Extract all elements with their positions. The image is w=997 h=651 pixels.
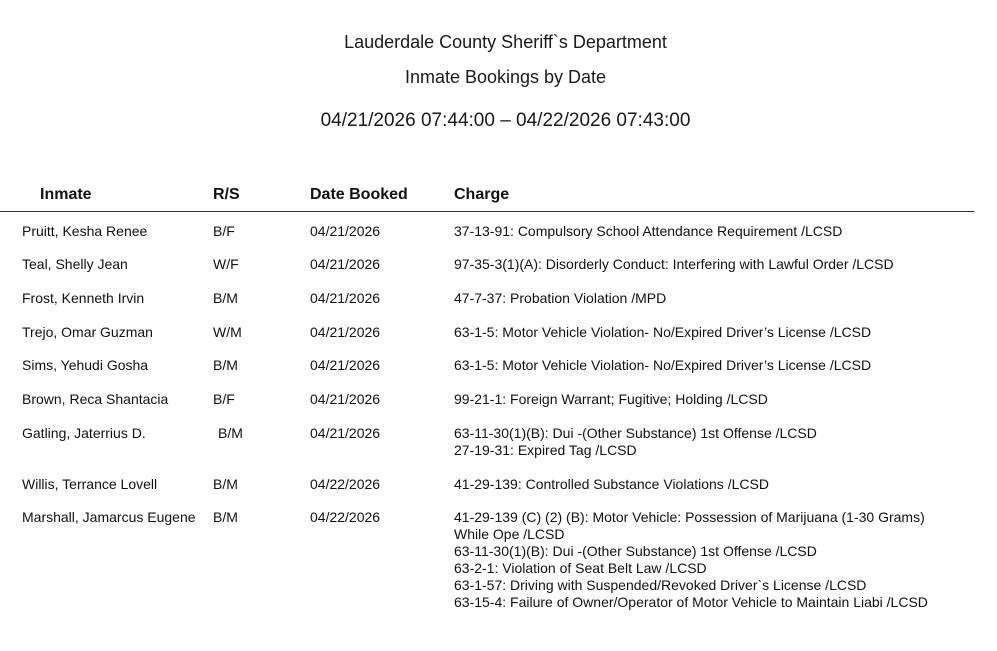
charge-list bbox=[454, 476, 769, 493]
charge-line: 63-1-57: Driving with Suspended/Revoked Driver`s License /LCSD bbox=[454, 577, 867, 593]
agency-title: Lauderdale County Sheriff`s Department bbox=[344, 32, 667, 52]
race-sex: B/M bbox=[213, 476, 238, 492]
race-sex: W/F bbox=[213, 256, 239, 272]
date-range: 04/21/2026 07:44:00 – 04/22/2026 07:43:00 bbox=[320, 110, 691, 131]
race-sex: B/M bbox=[218, 425, 243, 441]
charge-list bbox=[454, 290, 666, 307]
charge-list bbox=[454, 223, 842, 240]
inmate-name: Sims, Yehudi Gosha bbox=[22, 357, 149, 373]
race-sex: B/M bbox=[213, 357, 238, 373]
charge-list bbox=[454, 425, 817, 459]
charge-list bbox=[454, 357, 871, 374]
charge-list bbox=[454, 324, 871, 341]
race-sex: W/M bbox=[213, 324, 242, 340]
date-booked: 04/22/2026 bbox=[310, 476, 381, 492]
column-header-charge: Charge bbox=[454, 186, 510, 203]
inmate-name: Pruitt, Kesha Renee bbox=[22, 223, 148, 239]
charge-line: 63-1-5: Motor Vehicle Violation- No/Expired Driver’s License /LCSD bbox=[454, 357, 872, 373]
date-booked: 04/21/2026 bbox=[310, 391, 381, 407]
charge-list bbox=[454, 509, 928, 611]
charge-line: 97-35-3(1)(A): Disorderly Conduct: Interfering with Lawful Order /LCSD bbox=[454, 256, 894, 272]
race-sex: B/M bbox=[213, 509, 238, 525]
charge-line: 99-21-1: Foreign Warrant; Fugitive; Holding /LCSD bbox=[454, 391, 768, 407]
inmate-name: Willis, Terrance Lovell bbox=[22, 476, 158, 492]
charge-line: 63-11-30(1)(B): Dui -(Other Substance) 1st Offense /LCSD bbox=[454, 543, 817, 559]
inmate-name: Teal, Shelly Jean bbox=[22, 256, 128, 272]
inmate-name: Brown, Reca Shantacia bbox=[22, 391, 169, 407]
report-title: Inmate Bookings by Date bbox=[404, 67, 607, 87]
charge-line: 63-11-30(1)(B): Dui -(Other Substance) 1st Offense /LCSD bbox=[454, 425, 817, 441]
charge-line: 37-13-91: Compulsory School Attendance Requirement /LCSD bbox=[454, 223, 843, 239]
charge-list bbox=[454, 391, 768, 408]
date-booked: 04/21/2026 bbox=[310, 357, 381, 373]
inmate-name: Gatling, Jaterrius D. bbox=[22, 425, 146, 441]
column-header-rs: R/S bbox=[213, 186, 240, 203]
inmate-name: Frost, Kenneth Irvin bbox=[22, 290, 145, 306]
date-booked: 04/21/2026 bbox=[310, 256, 381, 272]
date-booked: 04/21/2026 bbox=[310, 290, 381, 306]
race-sex: B/F bbox=[213, 223, 235, 239]
charge-list bbox=[454, 256, 894, 273]
charge-line: 63-2-1: Violation of Seat Belt Law /LCSD bbox=[454, 560, 707, 576]
charge-line: 27-19-31: Expired Tag /LCSD bbox=[454, 442, 637, 458]
column-header-date-booked: Date Booked bbox=[310, 186, 408, 203]
date-booked: 04/21/2026 bbox=[310, 425, 381, 441]
charge-line: While Ope /LCSD bbox=[454, 526, 565, 542]
race-sex: B/M bbox=[213, 290, 238, 306]
date-booked: 04/21/2026 bbox=[310, 223, 381, 239]
column-header-inmate: Inmate bbox=[40, 186, 92, 203]
inmate-name: Marshall, Jamarcus Eugene bbox=[22, 509, 196, 525]
charge-line: 41-29-139: Controlled Substance Violations /LCSD bbox=[454, 476, 769, 492]
inmate-name: Trejo, Omar Guzman bbox=[22, 324, 153, 340]
charge-line: 47-7-37: Probation Violation /MPD bbox=[454, 290, 667, 306]
race-sex: B/F bbox=[213, 391, 235, 407]
date-booked: 04/22/2026 bbox=[310, 509, 381, 525]
charge-line: 63-15-4: Failure of Owner/Operator of Motor Vehicle to Maintain Liabi /LCSD bbox=[454, 594, 928, 610]
charge-line: 63-1-5: Motor Vehicle Violation- No/Expired Driver’s License /LCSD bbox=[454, 324, 872, 340]
charge-line: 41-29-139 (C) (2) (B): Motor Vehicle: Possession of Marijuana (1-30 Grams) bbox=[454, 509, 925, 525]
date-booked: 04/21/2026 bbox=[310, 324, 381, 340]
